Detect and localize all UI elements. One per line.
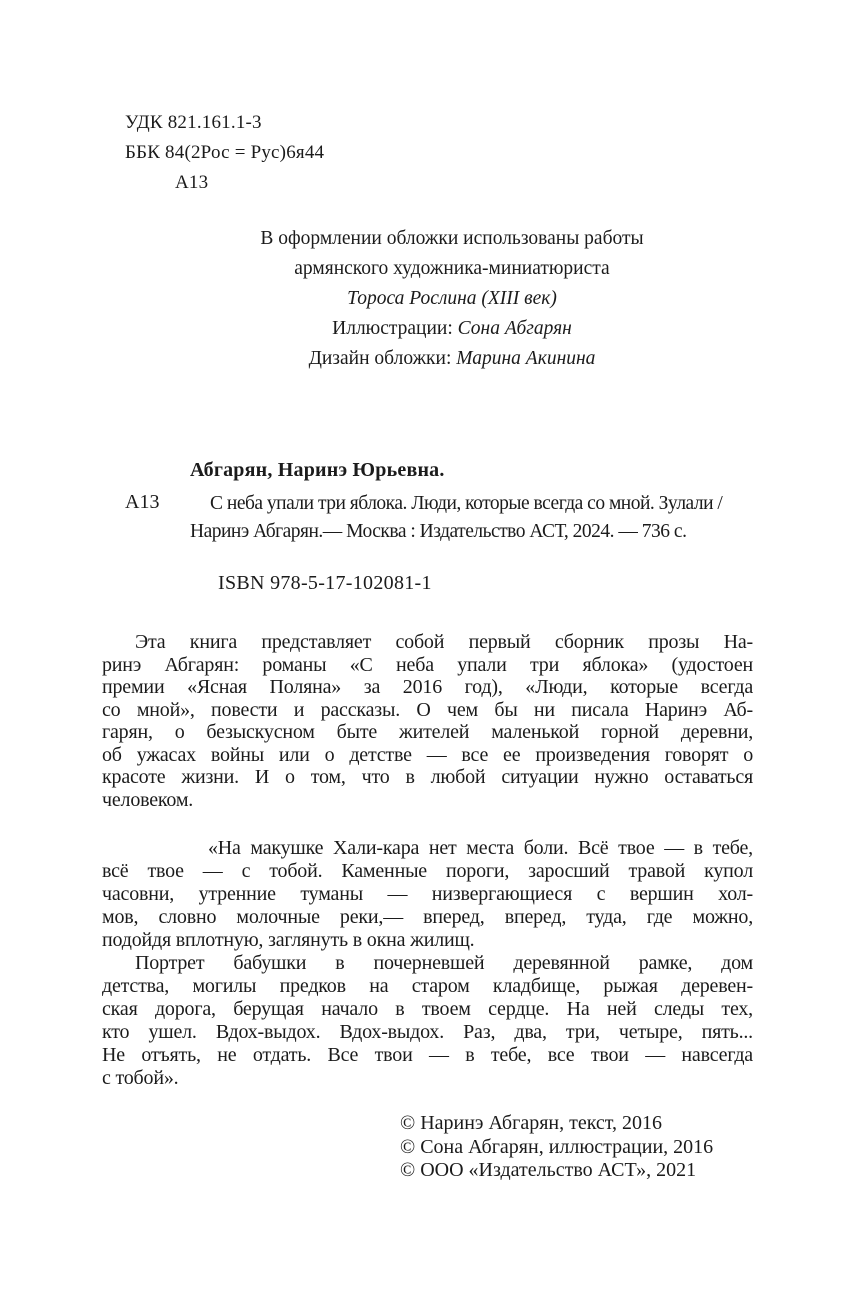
isbn-number: ISBN 978-5-17-102081-1 (218, 572, 432, 594)
text-line: часовни, утренние туманы — низвергающиеся с вершин хол- (102, 883, 753, 905)
illustrations-name: Сона Абгарян (457, 318, 572, 339)
credits-cover-design (102, 344, 802, 374)
bibliographic-description (190, 490, 780, 546)
credits-artist: Тороса Рослина (XIII век) (347, 288, 557, 309)
quote-paragraph-1 (102, 837, 753, 952)
text-line: всё твое — с тобой. Каменные пороги, заросший травой купол (102, 860, 753, 882)
text-line: Не отъять, не отдать. Все твои — в тебе, все твои — навсегда (102, 1044, 753, 1066)
bbk-code: ББК 84(2Рос = Рус)6я44 (125, 142, 325, 163)
text-line: © ООО «Издательство АСТ», 2021 (400, 1159, 697, 1181)
author-heading: Абгарян, Наринэ Юрьевна. (190, 459, 445, 481)
text-line: гарян, о безыскусном быте жителей маленькой горной деревни, (102, 721, 753, 743)
text-line: © Сона Абгарян, иллюстрации, 2016 (400, 1135, 714, 1158)
annotation-paragraph (102, 631, 753, 811)
author-sign-code: А13 (175, 172, 209, 193)
text-line: Портрет бабушки в почерневшей деревянной рамке, дом (135, 952, 753, 974)
udc-code: УДК 821.161.1-3 (125, 112, 262, 133)
illustrations-label: Иллюстрации: (332, 318, 458, 339)
text-line: красоте жизни. И о том, что в любой ситуации нужно оставаться (102, 766, 753, 788)
cover-design-label: Дизайн обложки: (308, 348, 457, 369)
text-line: кто ушел. Вдох-выдох. Вдох-выдох. Раз, два, три, четыре, пять... (102, 1021, 753, 1043)
text-line: человеком. (102, 788, 194, 811)
text-line: детства, могилы предков на старом кладбище, рыжая деревен- (102, 975, 753, 997)
credits-line-1: В оформлении обложки использованы работы (260, 228, 644, 249)
text-line: с тобой». (102, 1067, 179, 1089)
quote-paragraph-2 (102, 952, 753, 1090)
text-line: ринэ Абгарян: романы «С неба упали три яблока» (удостоен (102, 653, 753, 676)
copyright-block (400, 1112, 713, 1183)
text-line: ская дорога, берущая начало в твоем сердце. На ней следы тех, (102, 998, 753, 1020)
text-line: Эта книга представляет собой первый сборник прозы На- (135, 631, 753, 653)
text-line: © Наринэ Абгарян, текст, 2016 (400, 1112, 663, 1134)
text-line: об ужасах войны или о детстве — все ее произведения говорят о (102, 743, 753, 766)
credits-illustrations (102, 314, 802, 344)
cover-design-name: Марина Акинина (456, 348, 596, 369)
classification-codes-block (125, 108, 324, 198)
quote-block (102, 837, 753, 1090)
cover-credits-block (102, 224, 802, 374)
text-line: со мной», повести и рассказы. О чем бы ни писала Наринэ Аб- (102, 698, 753, 721)
text-line: С неба упали три яблока. Люди, которые всегда со мной. Зулали / (210, 493, 723, 514)
text-line: мов, словно молочные реки,— вперед, вперед, туда, где можно, (102, 906, 753, 928)
credits-line-2: армянского художника-миниатюриста (294, 258, 610, 279)
text-line: подойдя вплотную, заглянуть в окна жилищ. (102, 929, 475, 951)
text-line: «На макушке Хали-кара нет места боли. Всё твое — в тебе, (208, 837, 753, 859)
text-line: премии «Ясная Поляна» за 2016 год), «Люди, которые всегда (102, 676, 753, 698)
catalog-author-code: А13 (125, 491, 160, 513)
text-line: Наринэ Абгарян.— Москва : Издательство АСТ, 2024. — 736 с. (190, 521, 687, 542)
